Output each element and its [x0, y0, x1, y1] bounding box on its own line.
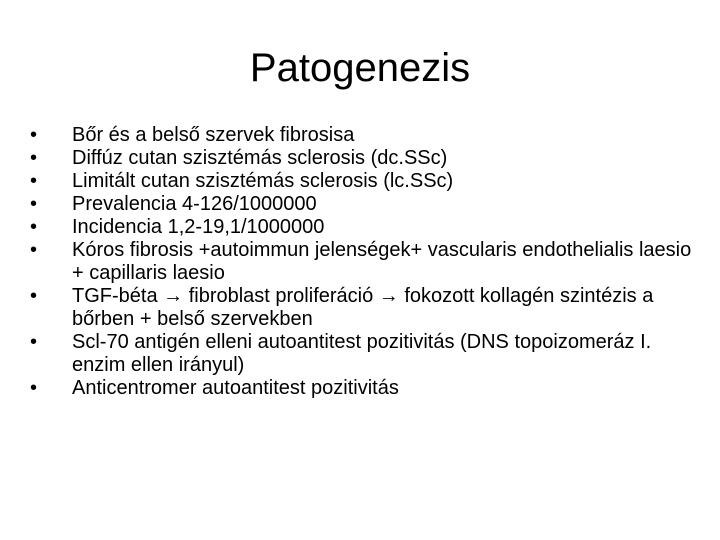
bullet-item [30, 239, 700, 285]
bullet-text: Bőr és a belső szervek fibrosisa [72, 124, 355, 146]
bullet-text: TGF-béta → fibroblast proliferáció → fokozott kollagén szintézis a bőrben + belső szervekben [72, 285, 654, 330]
bullet-text: Anticentromer autoantitest pozitivitás [72, 377, 399, 399]
bullet-text: Prevalencia 4-126/1000000 [72, 193, 317, 215]
bullet-icon: • [30, 239, 38, 261]
bullet-item [30, 216, 700, 239]
bullet-icon: • [30, 193, 38, 215]
bullet-item [30, 331, 700, 377]
bullet-item [30, 170, 700, 193]
bullet-icon: • [30, 216, 38, 238]
bullet-item [30, 285, 700, 331]
bullet-text: Diffúz cutan szisztémás sclerosis (dc.SSc) [72, 147, 448, 169]
bullet-item [30, 124, 700, 147]
bullet-icon: • [30, 377, 38, 399]
bullet-icon: • [30, 170, 38, 192]
slide-title: Patogenezis [249, 46, 471, 90]
bullet-icon: • [30, 331, 38, 353]
bullet-icon: • [30, 147, 38, 169]
bullet-text: Kóros fibrosis +autoimmun jelenségek+ vascularis endothelialis laesio + capillaris laesio [72, 239, 692, 284]
bullet-icon: • [30, 285, 38, 307]
bullet-text: Scl-70 antigén elleni autoantitest pozitivitás (DNS topoizomeráz I. enzim ellen irányul) [72, 331, 652, 376]
bullet-icon: • [30, 124, 38, 146]
bullet-item [30, 193, 700, 216]
bullet-list [30, 124, 700, 400]
bullet-item [30, 377, 700, 400]
bullet-text: Limitált cutan szisztémás sclerosis (lc.SSc) [72, 170, 454, 192]
bullet-text: Incidencia 1,2-19,1/1000000 [72, 216, 325, 238]
bullet-item [30, 147, 700, 170]
